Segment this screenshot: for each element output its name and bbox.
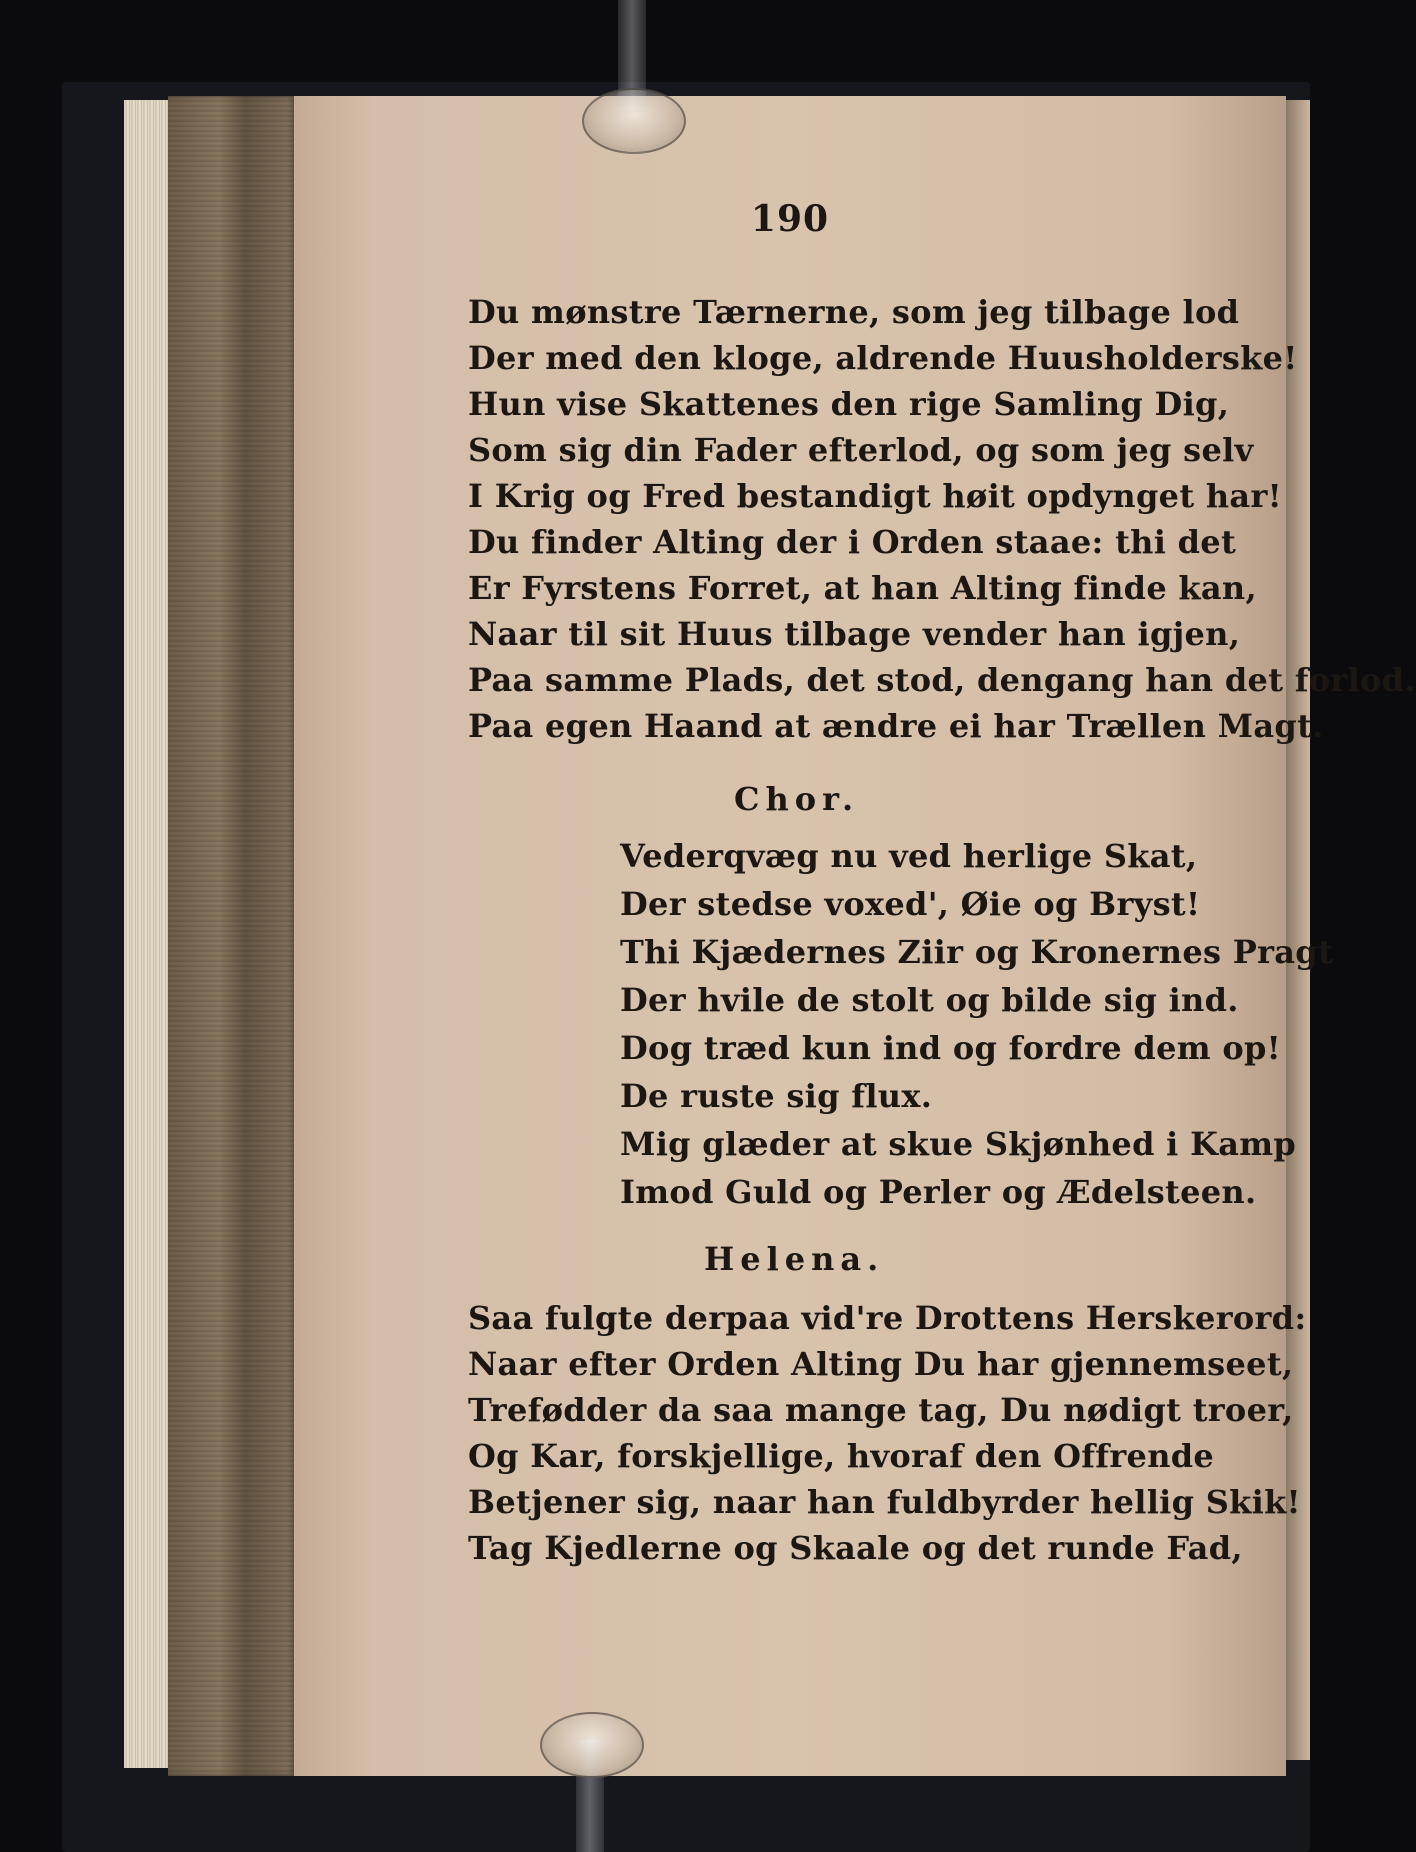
- verse-line: Du mønstre Tærnerne, som jeg tilbage lod: [468, 293, 1240, 331]
- verse-line: Du finder Alting der i Orden staae: thi det: [468, 523, 1237, 561]
- chorus-line: Thi Kjædernes Ziir og Kronernes Pragt: [620, 933, 1334, 971]
- verse-line: Betjener sig, naar han fuldbyrder hellig Skik!: [468, 1483, 1301, 1521]
- page-clip-bottom: [540, 1712, 644, 1778]
- verse-line: Naar efter Orden Alting Du har gjennemseet,: [468, 1345, 1294, 1383]
- verse-line: Som sig din Fader efterlod, og som jeg selv: [468, 431, 1254, 469]
- chorus-line: Imod Guld og Perler og Ædelsteen.: [620, 1173, 1257, 1211]
- verse-line: Tag Kjedlerne og Skaale og det runde Fad,: [468, 1529, 1243, 1567]
- verse-line: Trefødder da saa mange tag, Du nødigt troer,: [468, 1391, 1294, 1429]
- verse-line: I Krig og Fred bestandigt høit opdynget har!: [468, 477, 1282, 515]
- gilt-page-edge: [168, 96, 296, 1776]
- chorus-line: Dog træd kun ind og fordre dem op!: [620, 1029, 1282, 1067]
- chorus-line: Der stedse voxed', Øie og Bryst!: [620, 885, 1201, 923]
- verse-line: Der med den kloge, aldrende Huusholderske!: [468, 339, 1298, 377]
- verse-line: Hun vise Skattenes den rige Samling Dig,: [468, 385, 1230, 423]
- page-clip-top: [582, 88, 686, 154]
- chorus-line: Vederqvæg nu ved herlige Skat,: [620, 837, 1198, 875]
- verse-line: Paa egen Haand at ændre ei har Trællen Magt.: [468, 707, 1324, 745]
- verse-line: Naar til sit Huus tilbage vender han igjen,: [468, 615, 1241, 653]
- chorus-line: Der hvile de stolt og bilde sig ind.: [620, 981, 1239, 1019]
- chorus-line: Mig glæder at skue Skjønhed i Kamp: [620, 1125, 1297, 1163]
- book-page: [294, 96, 1416, 1776]
- speaker-heading-chor: Chor.: [734, 780, 860, 818]
- verse-line: Og Kar, forskjellige, hvoraf den Offrende: [468, 1437, 1215, 1475]
- verse-line: Saa fulgte derpaa vid're Drottens Herskerord:: [468, 1299, 1307, 1337]
- verse-line: Paa samme Plads, det stod, dengang han det forlod.: [468, 661, 1416, 699]
- chorus-line: De ruste sig flux.: [620, 1077, 933, 1115]
- page-number: 190: [750, 198, 830, 240]
- speaker-heading-helena: Helena.: [704, 1240, 885, 1278]
- verse-line: Er Fyrstens Forret, at han Alting finde kan,: [468, 569, 1257, 607]
